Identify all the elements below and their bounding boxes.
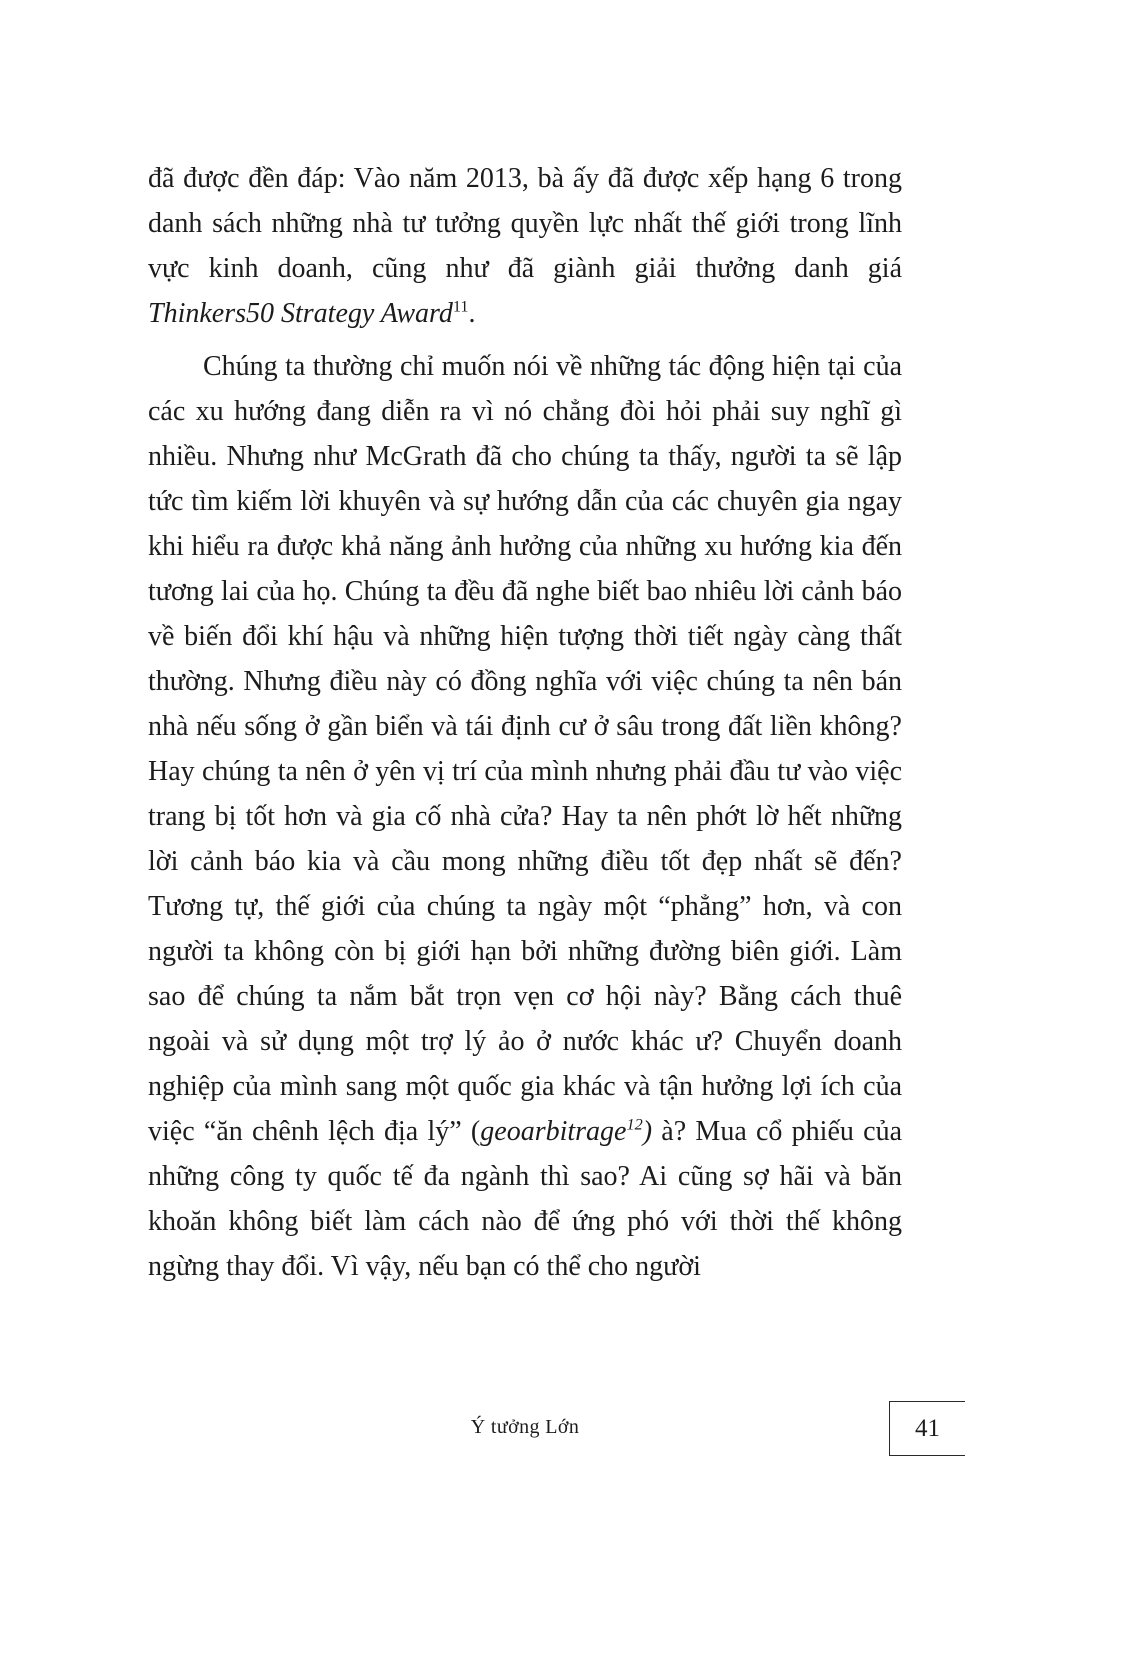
body-text-block xyxy=(148,156,902,1289)
text-segment: ) xyxy=(642,1116,653,1147)
footnote-ref-12: 12 xyxy=(626,1115,643,1134)
text-segment: Chúng ta thường chỉ muốn nói về những tác động hiện tại của các xu hướng đang diễn ra vì nó chẳng đòi hỏi phải suy nghĩ gì nhiều. Nhưng như McGrath đã cho chúng ta thấy, người ta sẽ lập tức tìm kiếm lời khuyên và sự hướng dẫn của các chuyên gia ngay khi hiểu ra được khả năng ảnh hưởng của những xu hướng kia đến tương lai của họ. Chúng ta đều đã nghe biết bao nhiêu lời cảnh báo về biến đổi khí hậu và những hiện tượng thời tiết ngày càng thất thường. Nhưng điều này có đồng nghĩa với việc chúng ta nên bán nhà nếu sống ở gần biển và tái định cư ở sâu trong đất liền không? Hay chúng ta nên ở yên vị trí của mình nhưng phải đầu tư vào việc trang bị tốt hơn và gia cố nhà cửa? Hay ta nên phớt lờ hết những lời cảnh báo kia và cầu mong những điều tốt đẹp nhất sẽ đến? Tương tự, thế giới của chúng ta ngày một “phẳng” hơn, và con người ta không còn bị giới hạn bởi những đường biên giới. Làm sao để chúng ta nắm bắt trọn vẹn cơ hội này? Bằng cách thuê ngoài và sử dụng một trợ lý ảo ở nước khác ư? Chuyển doanh nghiệp của mình sang một quốc gia khác và tận hưởng lợi ích của việc “ăn chênh lệch địa lý” ( xyxy=(148,351,902,1147)
paragraph-main xyxy=(148,344,902,1289)
term-italic: geoarbitrage xyxy=(480,1116,627,1147)
text-segment: à? Mua cổ phiếu của những công ty quốc tế đa ngành thì sao? Ai cũng sợ hãi và băn khoăn không biết làm cách nào để ứng phó với thời thế không ngừng thay đổi. Vì vậy, nếu bạn có thể cho người xyxy=(148,1116,903,1282)
page-number: 41 xyxy=(915,1414,940,1442)
footnote-ref-11: 11 xyxy=(452,297,469,316)
page-number-box xyxy=(889,1401,965,1456)
book-title-italic: Thinkers50 Strategy Award xyxy=(148,298,453,329)
text-segment: . xyxy=(468,298,476,329)
text-segment: đã được đền đáp: Vào năm 2013, bà ấy đã được xếp hạng 6 trong danh sách những nhà tư tưởng quyền lực nhất thế giới trong lĩnh vực kinh doanh, cũng như đã giành giải thưởng danh giá xyxy=(148,163,902,284)
running-title: Ý tưởng Lớn xyxy=(470,1416,580,1438)
paragraph-continuation xyxy=(148,156,902,336)
